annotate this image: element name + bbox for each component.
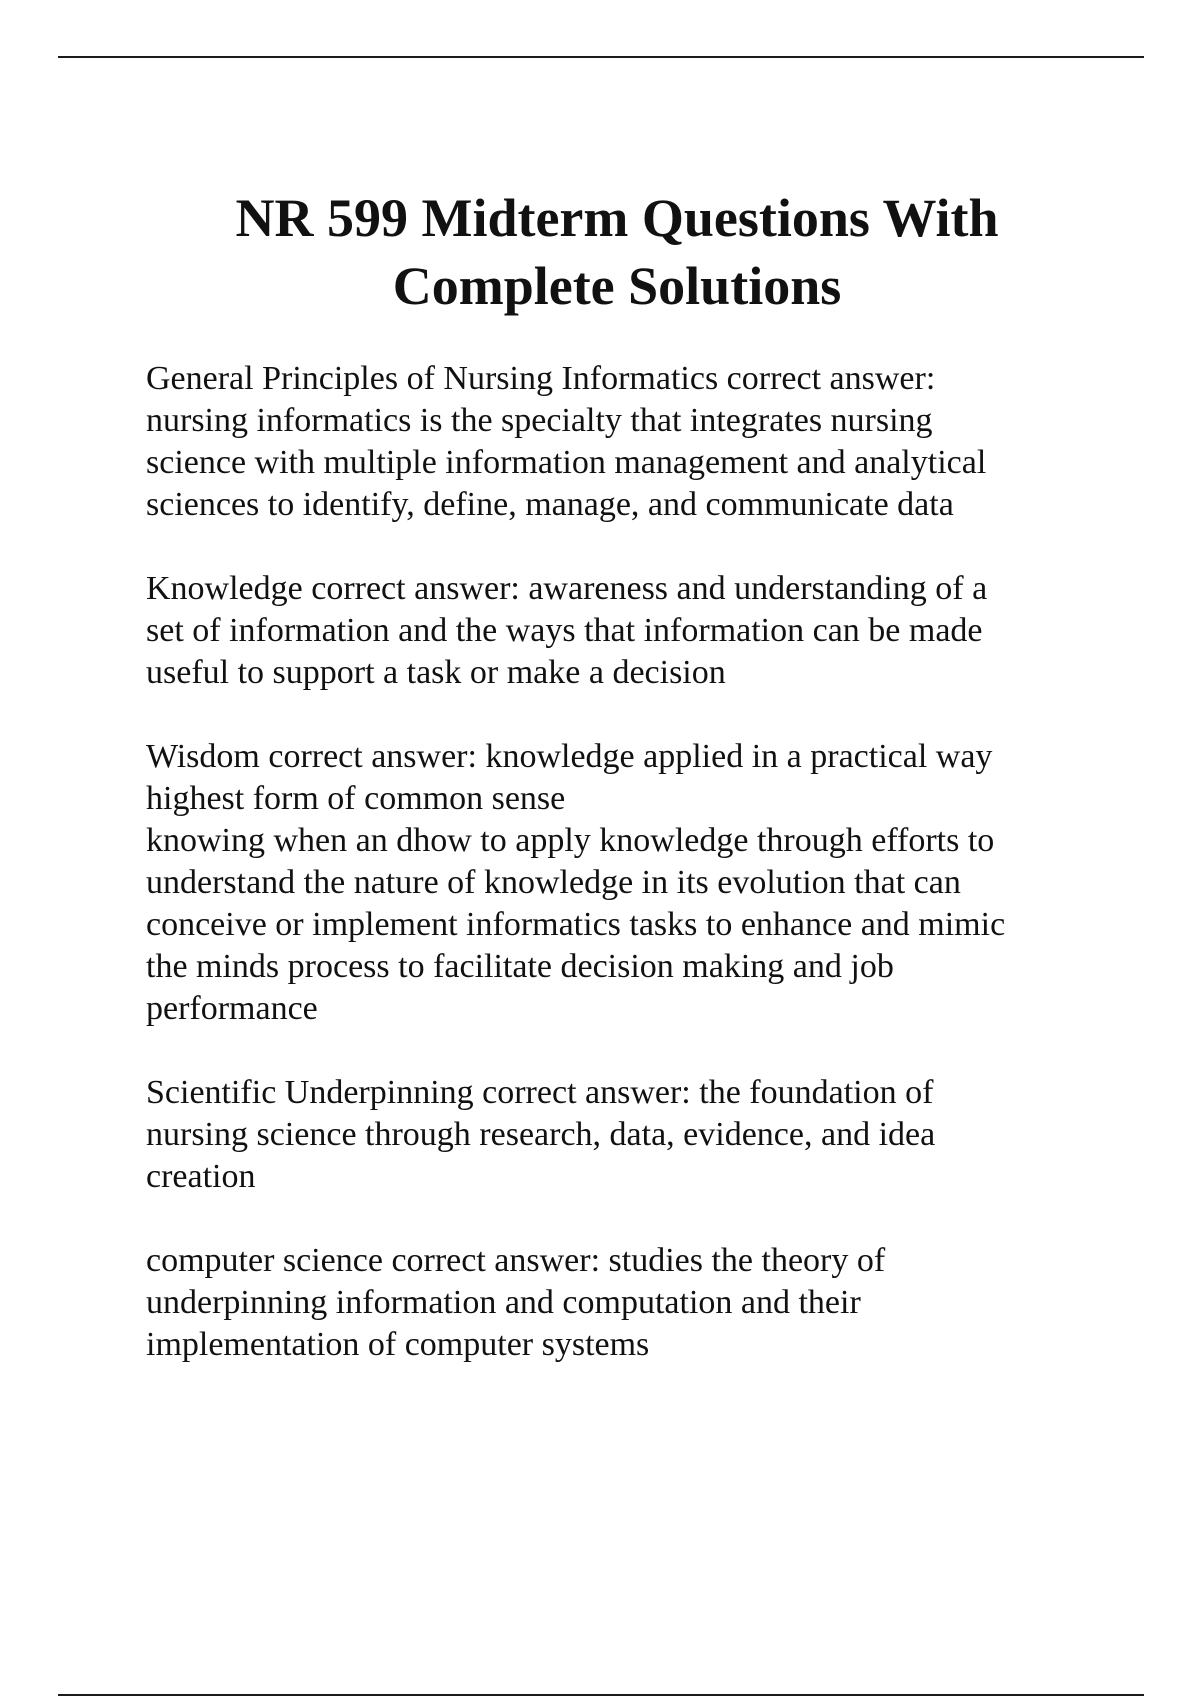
page-title-line: Complete Solutions	[392, 256, 842, 316]
entry-wisdom	[146, 736, 1146, 1030]
entry-line: conceive or implement informatics tasks to enhance and mimic	[146, 906, 1006, 943]
entry-scientific-underpinning	[146, 1072, 1146, 1198]
entry-line: understand the nature of knowledge in its evolution that can	[146, 864, 961, 901]
entry-computer-science	[146, 1240, 1146, 1366]
entry-line: Wisdom correct answer: knowledge applied in a practical way	[146, 738, 993, 775]
entry-line: set of information and the ways that information can be made	[146, 612, 983, 649]
entry-knowledge	[146, 568, 1146, 694]
page-title	[100, 184, 1134, 320]
bottom-divider	[58, 1694, 1144, 1696]
entry-line: implementation of computer systems	[146, 1326, 650, 1363]
entry-line: sciences to identify, define, manage, and communicate data	[146, 486, 954, 523]
entry-line: useful to support a task or make a decision	[146, 654, 726, 691]
entry-line: performance	[146, 990, 318, 1027]
page-title-line: NR 599 Midterm Questions With	[235, 188, 999, 248]
top-divider	[58, 56, 1144, 58]
entry-line: computer science correct answer: studies the theory of	[146, 1242, 886, 1279]
document-body	[146, 358, 1146, 1408]
entry-line: knowing when an dhow to apply knowledge through efforts to	[146, 822, 995, 859]
entry-line: Knowledge correct answer: awareness and understanding of a	[146, 570, 988, 607]
entry-line: nursing informatics is the specialty that integrates nursing	[146, 402, 933, 439]
entry-line: nursing science through research, data, evidence, and idea	[146, 1116, 936, 1153]
entry-line: Scientific Underpinning correct answer: the foundation of	[146, 1074, 934, 1111]
entry-line: science with multiple information management and analytical	[146, 444, 987, 481]
entry-line: creation	[146, 1158, 256, 1195]
entry-line: underpinning information and computation and their	[146, 1284, 861, 1321]
entry-general-principles	[146, 358, 1146, 526]
entry-line: highest form of common sense	[146, 780, 566, 817]
entry-line: General Principles of Nursing Informatics correct answer:	[146, 360, 936, 397]
entry-line: the minds process to facilitate decision making and job	[146, 948, 894, 985]
